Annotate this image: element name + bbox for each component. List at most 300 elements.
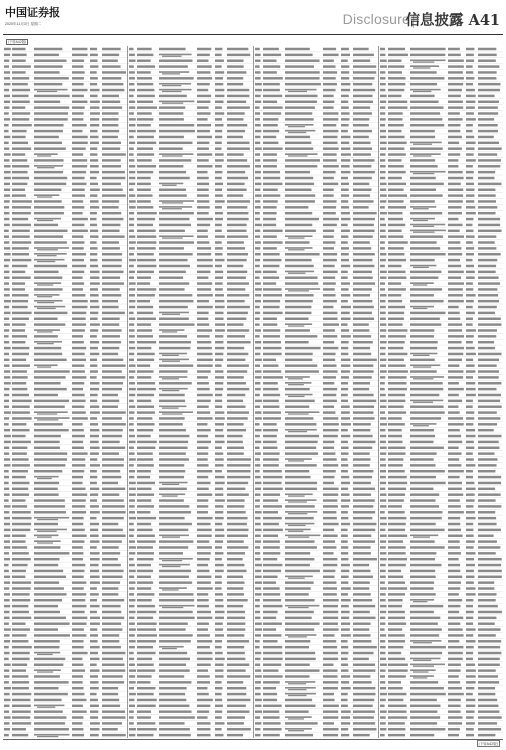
cell-text (263, 83, 280, 85)
cell-text (410, 535, 438, 537)
cell-text (478, 693, 495, 695)
cell-text (4, 576, 10, 578)
cell-text (34, 576, 66, 578)
cell-text (227, 276, 246, 278)
cell-text (341, 106, 349, 108)
cell-text (72, 564, 85, 566)
cell-text (478, 517, 496, 519)
cell-text (323, 300, 337, 302)
cell-text (162, 331, 177, 332)
cell-text (72, 171, 86, 173)
cell-text (227, 464, 251, 466)
cell-text (448, 447, 459, 449)
cell-text (102, 599, 124, 601)
cell-text (227, 265, 243, 267)
cell-text (285, 112, 312, 114)
cell-text (478, 71, 497, 73)
cell-text (72, 611, 85, 613)
cell-text (4, 153, 11, 155)
cell-text (159, 517, 185, 519)
cell-text (34, 593, 66, 595)
cell-text (323, 259, 337, 261)
cell-text (341, 189, 349, 191)
cell-text (12, 347, 29, 349)
cell-text (466, 124, 473, 126)
column-rows (3, 46, 128, 738)
cell-text (478, 306, 497, 308)
cell-text (341, 341, 349, 343)
cell-text (90, 628, 97, 630)
cell-text (285, 153, 318, 155)
cell-text (323, 89, 336, 91)
cell-text (410, 716, 440, 718)
cell-text (227, 130, 245, 132)
cell-text (466, 611, 474, 613)
cell-text (4, 247, 10, 249)
cell-text (353, 581, 370, 583)
cell-text (263, 716, 280, 718)
cell-text (137, 142, 156, 144)
cell-text (478, 253, 501, 255)
cell-text (90, 318, 98, 320)
cell-text (72, 599, 85, 601)
cell-text (34, 353, 62, 355)
cell-text (388, 470, 405, 472)
cell-text (34, 341, 62, 343)
cell-text (478, 652, 501, 654)
cell-text (380, 48, 385, 50)
cell-text (34, 728, 69, 730)
cell-text (341, 206, 349, 208)
cell-text (102, 675, 123, 677)
cell-text (197, 294, 213, 296)
cell-text (215, 247, 223, 249)
cell-text (263, 681, 280, 683)
cell-text (323, 728, 338, 730)
cell-text (12, 124, 32, 126)
cell-text (102, 153, 126, 155)
cell-text (478, 200, 496, 202)
cell-text (129, 394, 135, 396)
cell-text (162, 91, 182, 92)
cell-text (129, 417, 134, 419)
cell-text (413, 366, 431, 367)
cell-text (4, 288, 10, 290)
cell-text (448, 687, 462, 689)
cell-text (197, 687, 207, 689)
cell-text (410, 652, 442, 654)
cell-text (255, 675, 262, 677)
cell-text (4, 259, 10, 261)
cell-text (263, 224, 276, 226)
cell-text (215, 65, 222, 67)
cell-text (323, 411, 335, 413)
cell-text (137, 71, 151, 73)
cell-text (34, 658, 65, 660)
cell-text (215, 564, 224, 566)
cell-text (162, 560, 182, 561)
cell-text (341, 458, 348, 460)
cell-text (215, 716, 222, 718)
cell-text (466, 200, 474, 202)
cell-text (341, 587, 351, 589)
cell-text (341, 65, 349, 67)
cell-text (353, 95, 373, 97)
cell-text (72, 183, 87, 185)
cell-text (323, 347, 338, 349)
cell-text (263, 48, 279, 50)
cell-text (215, 312, 224, 314)
cell-text (285, 347, 321, 349)
cell-text (255, 294, 261, 296)
cell-text (263, 558, 277, 560)
cell-text (34, 734, 70, 736)
cell-text (137, 570, 153, 572)
cell-text (215, 95, 224, 97)
cell-text (197, 552, 211, 554)
cell-text (380, 576, 386, 578)
cell-text (34, 276, 62, 278)
cell-text (90, 335, 97, 337)
cell-text (215, 147, 222, 149)
cell-text (34, 400, 69, 402)
cell-text (197, 106, 209, 108)
cell-text (72, 464, 85, 466)
cell-text (227, 388, 249, 390)
cell-text (90, 294, 99, 296)
cell-text (34, 628, 58, 630)
cell-text (448, 552, 461, 554)
cell-text (90, 646, 100, 648)
cell-text (353, 318, 374, 320)
cell-text (227, 722, 244, 724)
cell-text (137, 382, 155, 384)
cell-text (159, 306, 188, 308)
cell-text (466, 622, 473, 624)
cell-text (90, 523, 99, 525)
cell-text (4, 587, 9, 589)
cell-text (102, 335, 120, 337)
cell-text (4, 699, 11, 701)
cell-text (285, 558, 314, 560)
cell-text (162, 390, 179, 391)
cell-text (90, 159, 98, 161)
cell-text (37, 220, 53, 221)
cell-text (263, 476, 282, 478)
cell-text (478, 488, 495, 490)
cell-text (323, 353, 336, 355)
cell-text (288, 378, 303, 379)
cell-text (410, 218, 435, 220)
cell-text (353, 77, 375, 79)
cell-text (197, 147, 209, 149)
cell-text (388, 259, 406, 261)
cell-text (285, 681, 315, 683)
cell-text (72, 664, 83, 666)
cell-text (72, 593, 86, 595)
cell-text (12, 48, 25, 50)
cell-text (263, 435, 277, 437)
cell-text (285, 200, 315, 202)
cell-text (215, 329, 225, 331)
cell-text (255, 705, 262, 707)
cell-text (410, 235, 443, 237)
cell-text (4, 230, 9, 232)
cell-text (448, 429, 460, 431)
cell-text (263, 382, 278, 384)
cell-text (12, 282, 25, 284)
cell-text (215, 112, 224, 114)
cell-text (129, 59, 136, 61)
cell-text (129, 411, 134, 413)
cell-text (90, 124, 99, 126)
cell-text (323, 546, 336, 548)
cell-text (353, 388, 369, 390)
cell-text (410, 147, 443, 149)
cell-text (341, 464, 348, 466)
cell-text (448, 476, 460, 478)
cell-text (159, 271, 186, 273)
cell-text (197, 288, 211, 290)
cell-text (380, 329, 386, 331)
cell-text (197, 335, 210, 337)
cell-text (288, 683, 306, 684)
cell-text (410, 382, 443, 384)
cell-text (137, 177, 151, 179)
cell-text (478, 370, 499, 372)
cell-text (159, 282, 189, 284)
cell-text (34, 112, 68, 114)
cell-text (353, 728, 376, 730)
cell-text (478, 452, 494, 454)
cell-text (137, 505, 154, 507)
cell-text (380, 212, 387, 214)
cell-text (129, 306, 135, 308)
cell-text (227, 329, 249, 331)
cell-text (448, 95, 461, 97)
cell-text (288, 132, 306, 133)
cell-text (129, 265, 134, 267)
cell-text (227, 189, 247, 191)
cell-text (215, 347, 224, 349)
cell-text (410, 329, 434, 331)
cell-text (388, 159, 402, 161)
cell-text (285, 101, 317, 103)
cell-text (34, 664, 63, 666)
cell-text (215, 511, 223, 513)
cell-text (448, 300, 464, 302)
cell-text (4, 581, 10, 583)
cell-text (90, 552, 100, 554)
cell-text (341, 306, 351, 308)
cell-text (285, 664, 310, 666)
cell-text (263, 517, 282, 519)
cell-text (413, 378, 433, 379)
cell-text (285, 505, 315, 507)
cell-text (129, 153, 134, 155)
cell-text (129, 605, 134, 607)
cell-text (34, 394, 58, 396)
cell-text (341, 147, 350, 149)
cell-text (12, 705, 31, 707)
cell-text (159, 423, 183, 425)
cell-text (34, 376, 66, 378)
cell-text (4, 470, 9, 472)
cell-text (227, 646, 244, 648)
cell-text (37, 366, 51, 367)
cell-text (159, 664, 186, 666)
cell-text (227, 259, 247, 261)
cell-text (137, 101, 153, 103)
cell-text (380, 194, 387, 196)
cell-text (227, 153, 244, 155)
cell-text (341, 183, 349, 185)
cell-text (285, 382, 311, 384)
cell-text (448, 194, 463, 196)
cell-text (129, 710, 134, 712)
cell-text (37, 519, 58, 520)
cell-text (341, 675, 350, 677)
cell-text (323, 722, 334, 724)
cell-text (227, 312, 248, 314)
cell-text (197, 564, 208, 566)
cell-text (353, 118, 369, 120)
cell-text (215, 452, 223, 454)
cell-text (227, 505, 244, 507)
cell-text (227, 282, 249, 284)
cell-text (102, 593, 118, 595)
cell-text (341, 634, 351, 636)
cell-text (34, 89, 68, 91)
cell-text (263, 529, 283, 531)
cell-text (466, 447, 474, 449)
cell-text (159, 359, 189, 361)
cell-text (102, 341, 121, 343)
cell-text (12, 159, 27, 161)
cell-text (478, 447, 499, 449)
cell-text (12, 417, 32, 419)
cell-text (353, 300, 372, 302)
cell-text (129, 617, 134, 619)
cell-text (410, 323, 441, 325)
cell-text (353, 335, 371, 337)
cell-text (323, 593, 337, 595)
cell-text (380, 587, 387, 589)
cell-text (129, 470, 135, 472)
cell-text (102, 241, 119, 243)
cell-text (159, 646, 184, 648)
cell-text (323, 318, 338, 320)
cell-text (4, 130, 9, 132)
cell-text (227, 458, 251, 460)
cell-text (34, 59, 67, 61)
cell-text (4, 206, 9, 208)
cell-text (129, 664, 135, 666)
cell-text (388, 382, 407, 384)
cell-text (466, 716, 474, 718)
cell-text (448, 89, 462, 91)
cell-text (37, 296, 52, 297)
cell-text (353, 271, 372, 273)
cell-text (466, 159, 476, 161)
cell-text (255, 664, 260, 666)
cell-text (90, 194, 97, 196)
column-rows (379, 46, 503, 738)
cell-text (448, 611, 459, 613)
cell-text (129, 95, 134, 97)
cell-text (197, 576, 211, 578)
cell-text (285, 734, 313, 736)
cell-text (478, 505, 501, 507)
cell-text (410, 499, 436, 501)
cell-text (34, 423, 63, 425)
cell-text (129, 235, 135, 237)
cell-text (159, 288, 185, 290)
cell-text (263, 335, 280, 337)
cell-text (129, 499, 135, 501)
cell-text (263, 511, 278, 513)
cell-text (353, 112, 372, 114)
cell-text (380, 458, 386, 460)
cell-text (263, 241, 283, 243)
cell-text (255, 230, 260, 232)
cell-text (388, 288, 406, 290)
cell-text (227, 511, 246, 513)
cell-text (102, 124, 118, 126)
cell-text (285, 388, 310, 390)
cell-text (255, 482, 261, 484)
cell-text (12, 71, 26, 73)
cell-text (159, 112, 183, 114)
cell-text (263, 605, 282, 607)
cell-text (12, 112, 30, 114)
cell-text (263, 540, 280, 542)
cell-text (255, 300, 261, 302)
cell-text (341, 136, 350, 138)
cell-text (129, 429, 134, 431)
cell-text (159, 576, 189, 578)
cell-text (380, 705, 385, 707)
cell-text (255, 306, 260, 308)
cell-text (90, 206, 99, 208)
cell-text (466, 634, 473, 636)
cell-text (323, 400, 337, 402)
cell-text (380, 687, 386, 689)
cell-text (341, 259, 349, 261)
cell-text (388, 147, 404, 149)
cell-text (227, 341, 251, 343)
cell-text (129, 294, 135, 296)
cell-text (12, 728, 26, 730)
cell-text (466, 71, 473, 73)
cell-text (466, 282, 473, 284)
cell-text (197, 535, 212, 537)
cell-text (478, 587, 494, 589)
cell-text (197, 429, 211, 431)
cell-text (34, 611, 60, 613)
cell-text (72, 699, 87, 701)
cell-text (90, 106, 99, 108)
cell-text (34, 347, 61, 349)
cell-text (466, 77, 474, 79)
cell-text (90, 634, 98, 636)
cell-text (215, 705, 223, 707)
cell-text (323, 441, 334, 443)
cell-text (410, 59, 445, 61)
cell-text (388, 370, 408, 372)
cell-text (227, 335, 245, 337)
cell-text (323, 253, 337, 255)
